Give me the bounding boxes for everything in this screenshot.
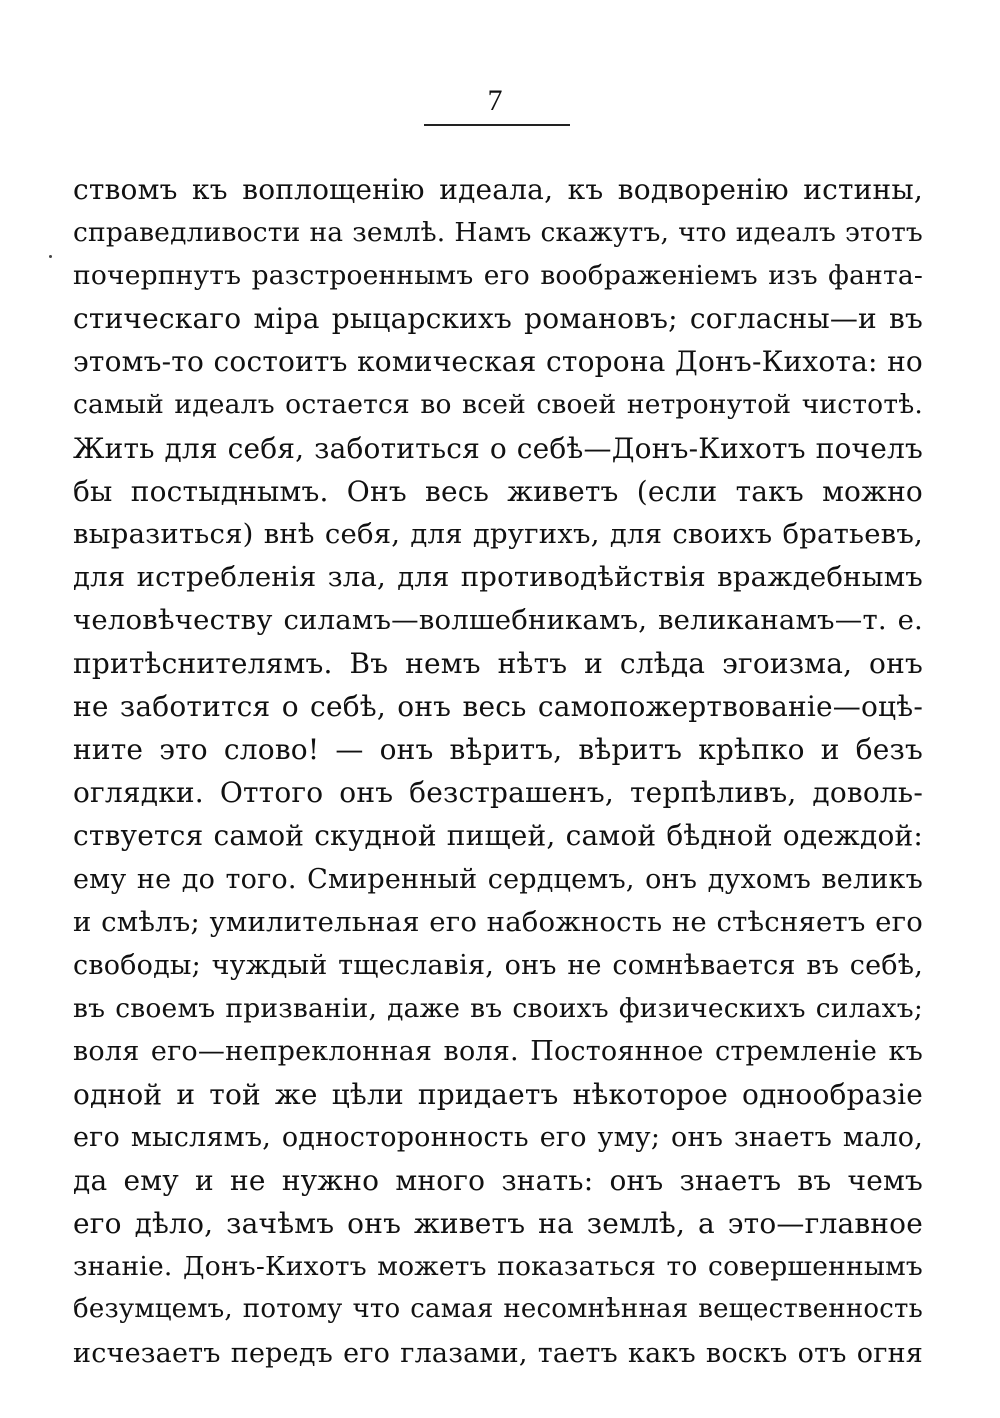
text-line: воля его—непреклонная воля. Постоянное стремленіе къ: [73, 1035, 923, 1067]
text-line: почерпнутъ разстроеннымъ его воображеніемъ изъ фанта-: [73, 260, 923, 292]
text-line: его мыслямъ, односторонность его уму; онъ знаетъ мало,: [73, 1122, 923, 1154]
header-rule: [424, 124, 570, 126]
ink-speck: [49, 255, 52, 258]
text-line: и смѣлъ; умилительная его набожность не стѣсняетъ его: [73, 905, 923, 938]
text-line: бы постыднымъ. Онъ весь живетъ (если такъ можно: [73, 474, 923, 508]
text-line: для истребленія зла, для противодѣйствія враждебнымъ: [73, 560, 923, 593]
text-line: самый идеалъ остается во всей своей нетронутой чистотѣ.: [73, 389, 923, 421]
text-line: ствомъ къ воплощенію идеала, къ водворенію истины,: [73, 173, 923, 206]
text-line: стическаго міра рыцарскихъ романовъ; согласны—и въ: [73, 302, 923, 336]
text-line: исчезаетъ передъ его глазами, таетъ какъ воскъ отъ огня: [73, 1337, 923, 1369]
text-line: оглядки. Оттого онъ безстрашенъ, терпѣливъ, доволь-: [73, 776, 923, 810]
text-line: въ своемъ призваніи, даже въ своихъ физическихъ силахъ;: [73, 992, 923, 1024]
text-line: справедливости на землѣ. Намъ скажутъ, что идеалъ этотъ: [73, 217, 923, 249]
text-line: этомъ-то состоитъ комическая сторона Донъ-Кихота: но: [73, 345, 923, 379]
text-line: не заботится о себѣ, онъ весь самопожертвованіе—оцѣ-: [73, 690, 923, 724]
text-line: ствуется самой скудной пищей, самой бѣдной одеждой:: [73, 819, 923, 853]
page-number: 7: [487, 84, 503, 117]
text-line: Жить для себя, заботиться о себѣ—Донъ-Кихотъ почелъ: [73, 431, 923, 465]
text-line: свободы; чуждый тщеславія, онъ не сомнѣвается въ себѣ,: [73, 949, 923, 981]
text-line: ните это слово! — онъ вѣритъ, вѣритъ крѣпко и безъ: [73, 733, 923, 767]
text-line: знаніе. Донъ-Кихотъ можетъ показаться то совершеннымъ: [73, 1251, 923, 1283]
body-text: [73, 168, 923, 1375]
text-line: притѣснителямъ. Въ немъ нѣтъ и слѣда эгоизма, онъ: [73, 647, 923, 681]
text-line: одной и той же цѣли придаетъ нѣкоторое однообразіе: [73, 1077, 923, 1111]
text-line: ему не до того. Смиренный сердцемъ, онъ духомъ великъ: [73, 863, 923, 895]
text-line: выразиться) внѣ себя, для другихъ, для своихъ братьевъ,: [73, 517, 923, 550]
text-line: человѣчеству силамъ—волшебникамъ, великанамъ—т. е.: [73, 603, 923, 636]
text-line: безумцемъ, потому что самая несомнѣнная вещественность: [73, 1294, 923, 1325]
text-line: его дѣло, зачѣмъ онъ живетъ на землѣ, а это—главное: [73, 1207, 923, 1241]
text-line: да ему и не нужно много знать: онъ знаетъ въ чемъ: [73, 1164, 923, 1198]
